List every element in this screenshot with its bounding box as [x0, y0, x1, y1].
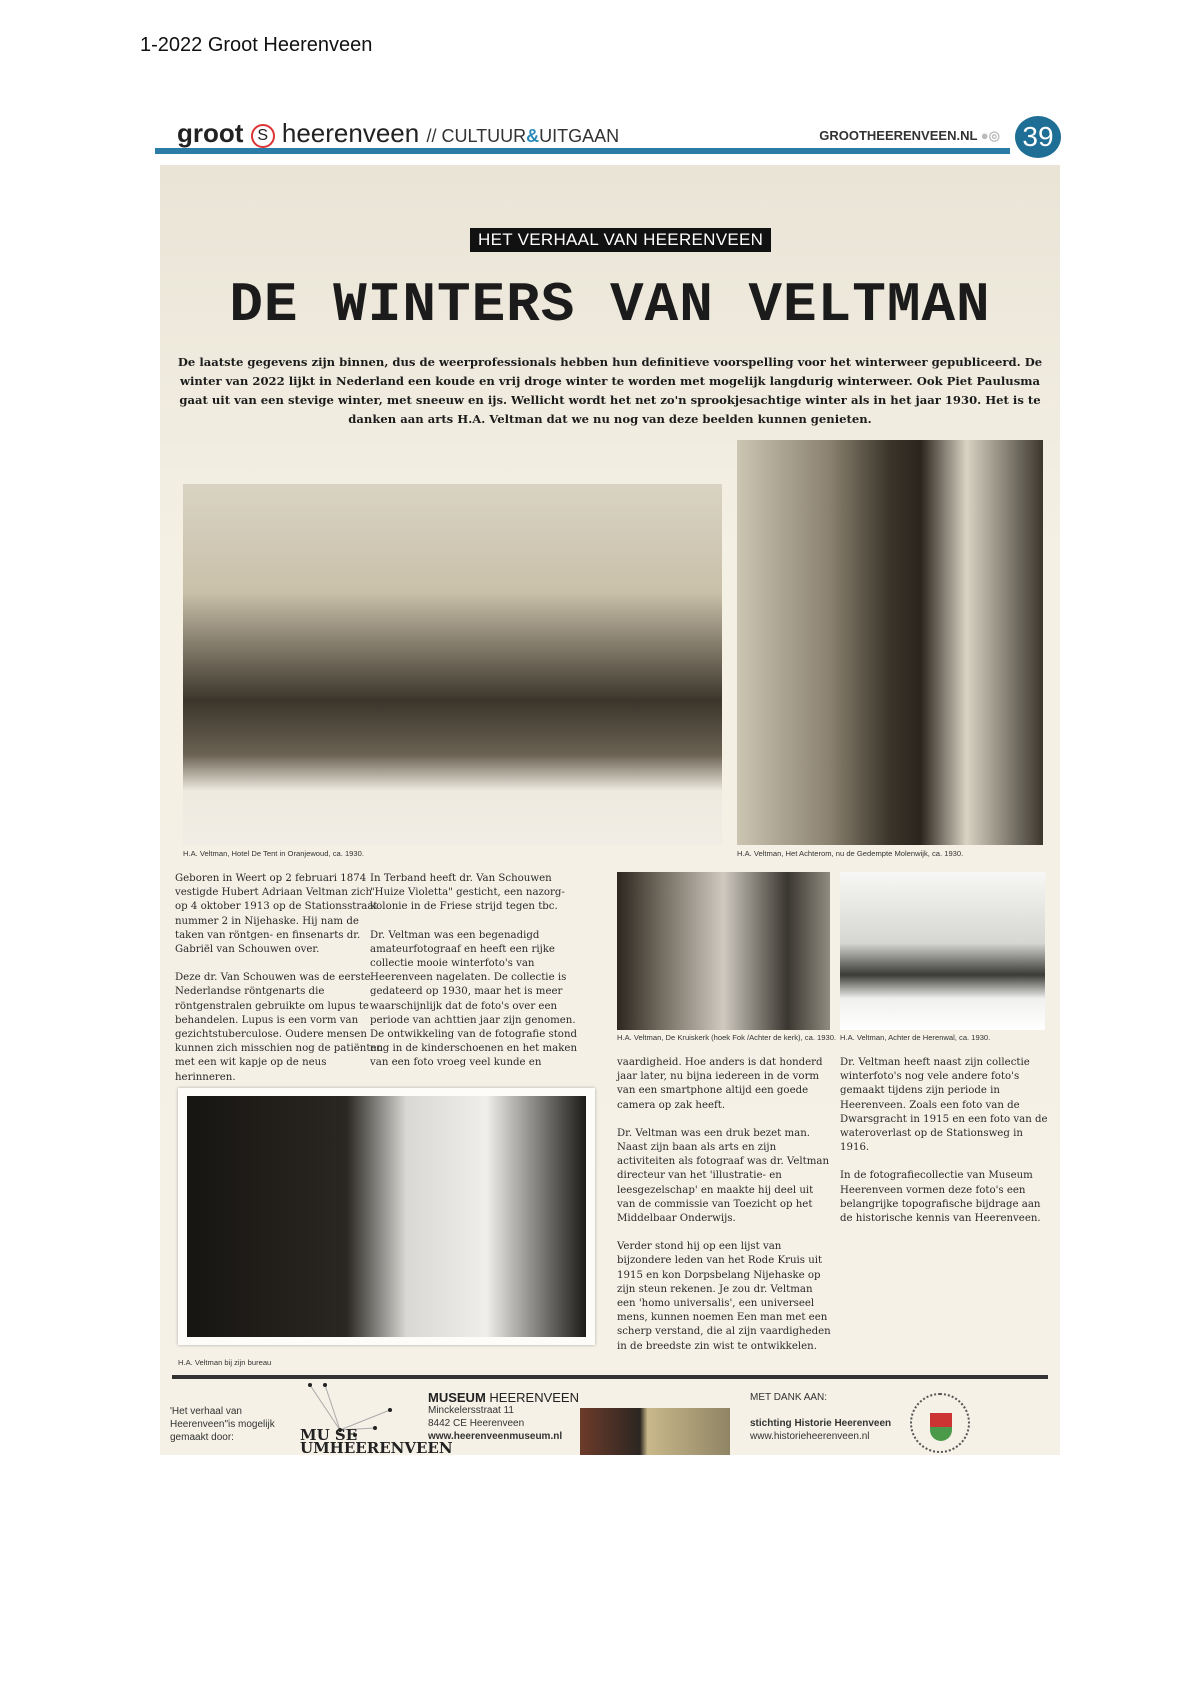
footer-credit: 'Het verhaal van Heerenveen"is mogelijk gemaakt door: [170, 1406, 275, 1443]
photo-achter-de-herenwal [840, 872, 1045, 1030]
article-column-4: Dr. Veltman heeft naast zijn collectie winterfoto's nog vele andere foto's gemaakt tijdens zijn periode in Heerenveen. Zoals een foto van de Dwarsgracht in 1915 en een foto van de wateroverlast op de Stationsweg in 1916. In de fotografiecollectie van Museum Heerenveen vormen deze foto's een belangrijke topografische bijdrage aan de historische kennis van Heerenveen. [840, 1057, 1048, 1225]
photo-kruiskerk [617, 872, 830, 1030]
article-column-3: vaardigheid. Hoe anders is dat honderd jaar later, nu bijna iedereen in de vorm van een smartphone altijd een goede camera op zak heeft. Dr. Veltman was een druk bezet man. Naast zijn baan als arts en zijn activiteiten als fotograaf was dr. Veltman directeur van het 'illustratie- en leesgezelschap' en maakte hij deel uit van de commissie van Toezicht op het Middelbaar Onderwijs. Verder stond hij op een lijst van bijzondere leden van het Rode Kruis uit 1915 en kon Dorpsbelang Nijehaske op zijn steun rekenen. Je zou dr. Veltman een 'homo universalis', een universeel mens, kunnen noemen Een man met een scherp verstand, die al zijn vaardigheden in de breedste zin wist te ontwikkelen. [617, 1057, 831, 1352]
sponsor-url[interactable]: www.historieheerenveen.nl [750, 1431, 870, 1442]
footer-rule [172, 1375, 1048, 1379]
article-page [160, 165, 1060, 1455]
magazine-header [155, 112, 1065, 162]
article-column-2: In Terband heeft dr. Van Schouwen "Huize Violetta" gesticht, een nazorg-kolonie in de Friese strijd tegen tbc. Dr. Veltman was een begenadigd amateurfotograaf en heeft een rijke collectie mooie winterfoto's van Heerenveen nagelaten. De collectie is gedateerd op 1930, maar het is meer waarschijnlijk dat de foto's over een periode van achttien jaar zijn genomen. De ontwikkeling van de fotografie stond nog in de kinderschoenen en het maken van een foto vroeg veel kunde en [370, 873, 578, 1069]
photo-caption: H.A. Veltman, Het Achterom, nu de Gedempte Molenwijk, ca. 1930. [737, 849, 964, 858]
site-url: GROOTHEERENVEEN.NL ●◎ [819, 128, 1000, 143]
sponsor-block: MET DANK AAN: stichting Historie Heerenveen www.historieheerenveen.nl [750, 1392, 892, 1442]
article-kicker: HET VERHAAL VAN HEERENVEEN [470, 228, 771, 252]
groot-heerenveen-logo: groot S heerenveen // CULTUUR&UITGAAN [177, 118, 620, 148]
article-column-1: Geboren in Weert op 2 februari 1874 vestigde Hubert Adriaan Veltman zich op 4 oktober 1913 op de Stationsstraat nummer 2 in Nijehaske. Hij nam de taken van röntgen- en finsenarts dr. Gabriël van Schouwen over. Deze dr. Van Schouwen was de eerste Nederlandse röntgenarts die röntgenstralen gebruikte om lupus te behandelen. Lupus is een vorm van gezichtstuberculose. Oudere mensen kunnen zich misschien nog de patiënten met een wit kapje op de neus herinneren. [175, 873, 384, 1083]
instagram-icon: ◎ [988, 128, 1000, 143]
museum-logo: MU SE UMHEERENVEEN [300, 1380, 420, 1455]
photo-veltman-at-desk [187, 1096, 586, 1337]
photo-caption: H.A. Veltman bij zijn bureau [178, 1358, 272, 1367]
photo-hotel-de-tent [183, 484, 722, 845]
coat-of-arms-icon [930, 1413, 952, 1441]
article-title: DE WINTERS VAN VELTMAN [229, 273, 991, 337]
museum-address: MUSEUM HEERENVEEN Minckelersstraat 11 8442 CE Heerenveen www.heerenveenmuseum.nl [428, 1390, 579, 1442]
photo-caption: H.A. Veltman, De Kruiskerk (hoek Fok /Achter de kerk), ca. 1930. [617, 1033, 837, 1042]
photo-het-achterom [737, 440, 1043, 845]
facebook-icon: ● [980, 128, 989, 143]
photo-caption: H.A. Veltman, Hotel De Tent in Oranjewoud, ca. 1930. [183, 849, 364, 858]
page-number: 39 [1015, 116, 1061, 158]
photo-caption: H.A. Veltman, Achter de Herenwal, ca. 1930. [840, 1033, 991, 1042]
stichting-historie-seal [910, 1393, 970, 1453]
document-label: 1-2022 Groot Heerenveen [140, 34, 373, 56]
museum-url[interactable]: www.heerenveenmuseum.nl [428, 1431, 563, 1442]
photo-frame [178, 1088, 595, 1345]
museum-photo [580, 1408, 730, 1455]
article-intro: De laatste gegevens zijn binnen, dus de weerprofessionals hebben hun definitieve voorspelling voor het winterweer gepubliceerd. De winter van 2022 lijkt in Nederland een koude en vrij droge winter te worden met mogelijk langdurig winterweer. Ook Piet Paulusma gaat uit van een stevige winter, met sneeuw en ijs. Wellicht wordt het net zo'n sprookjesachtige winter als in het jaar 1930. Het is te danken aan arts H.A. Veltman dat we nu nog van deze beelden kunnen genieten. [177, 355, 1043, 426]
header-rule [155, 148, 1010, 154]
